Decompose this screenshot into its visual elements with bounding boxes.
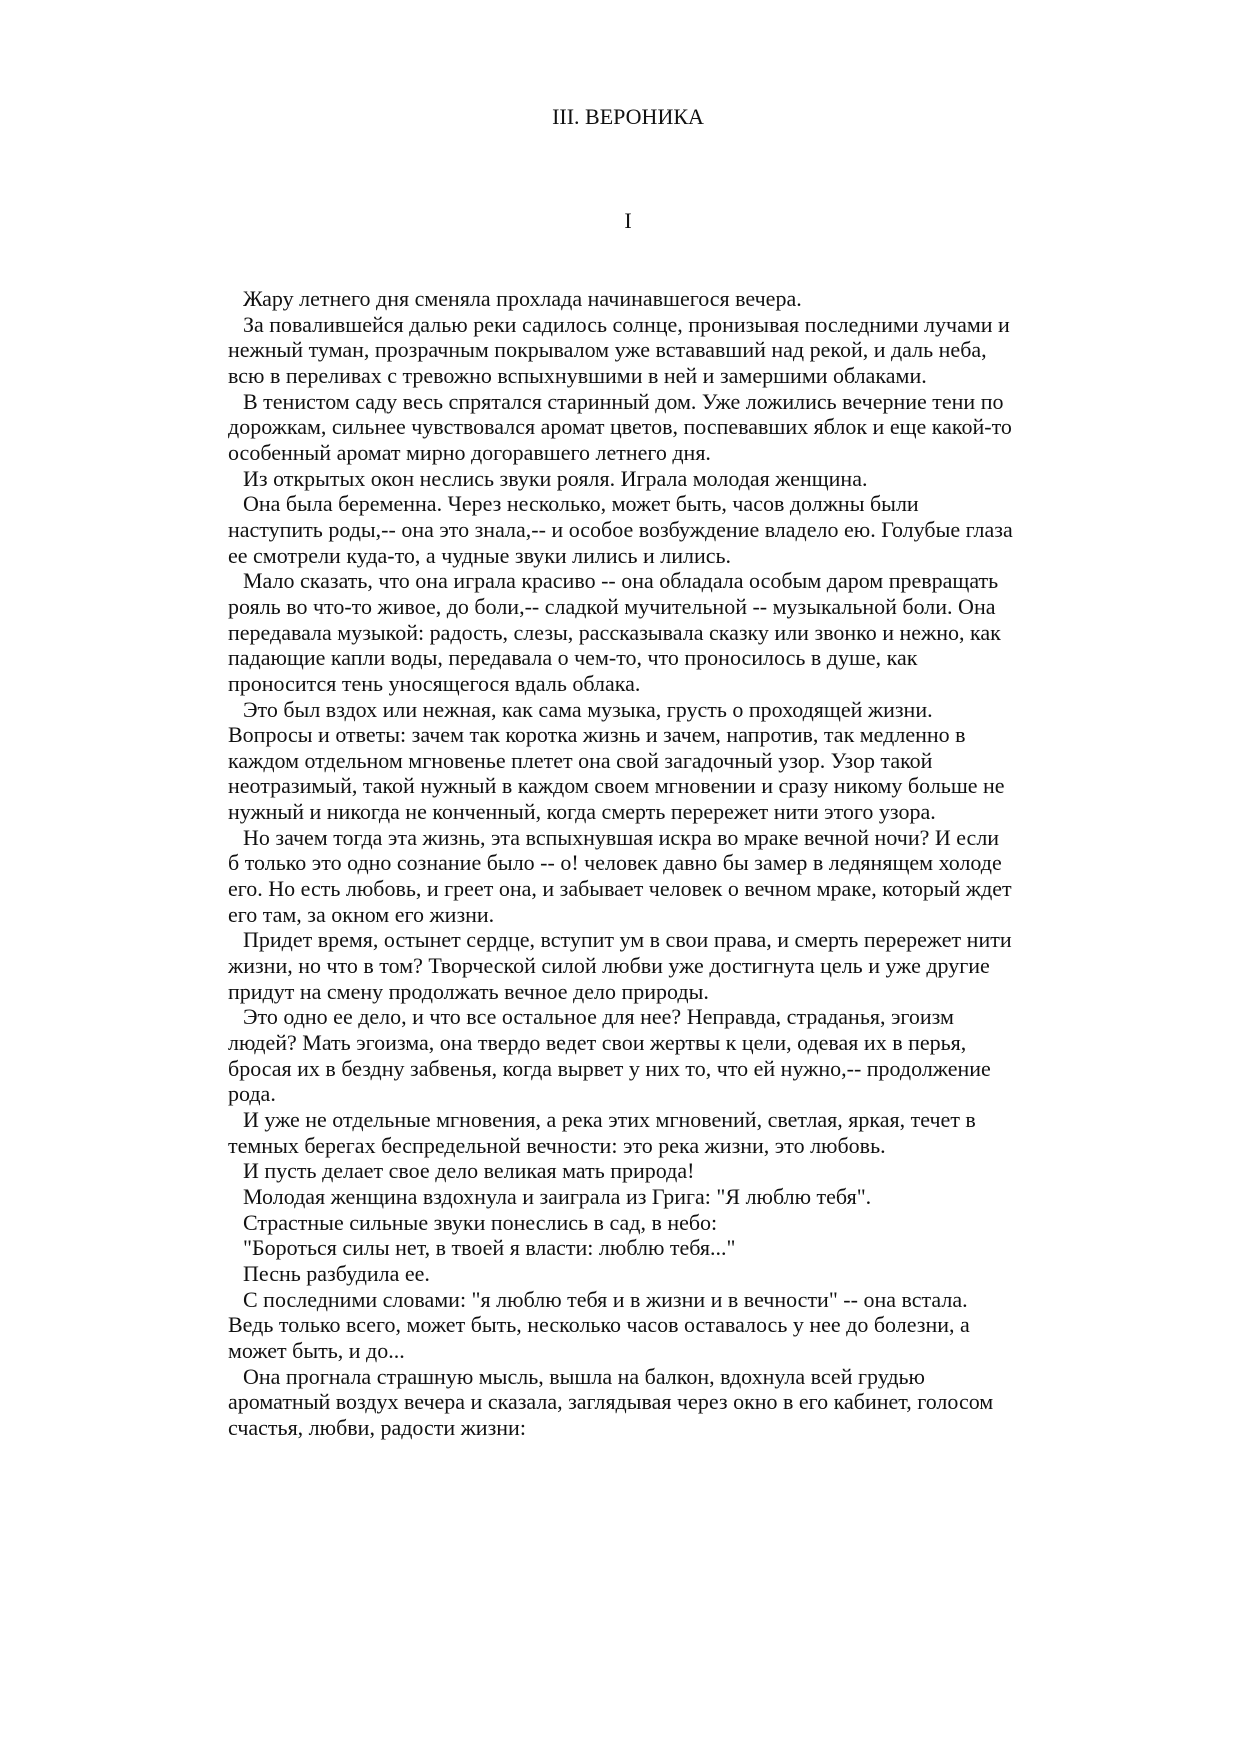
paragraph	[228, 1287, 1048, 1364]
text-line: Придет время, остынет сердце, вступит ум в свои права, и смерть перережет нити	[243, 927, 1012, 953]
text-line: ароматный воздух вечера и сказала, заглядывая через окно в его кабинет, голосом	[228, 1389, 994, 1415]
text-line: Жару летнего дня сменяла прохлада начинавшегося вечера.	[243, 286, 802, 311]
text-line: людей? Мать эгоизма, она твердо ведет свои жертвы к цели, одевая их в перья,	[228, 1030, 967, 1056]
paragraph	[228, 491, 1048, 568]
paragraph	[228, 312, 1048, 389]
text-line: Это одно ее дело, и что все остальное для нее? Неправда, страданья, эгоизм	[243, 1004, 954, 1030]
text-line: падающие капли воды, передавала о чем-то, что проносилось в душе, как	[228, 645, 918, 671]
paragraph	[228, 1235, 1048, 1261]
text-line: может быть, и до...	[228, 1337, 405, 1363]
text-line: С последними словами: "я люблю тебя и в жизни и в вечности" -- она встала.	[243, 1286, 968, 1312]
text-line: Песнь разбудила ее.	[243, 1260, 430, 1286]
text-line: жизни, но что в том? Творческой силой любви уже достигнута цель и уже другие	[228, 953, 990, 979]
paragraph	[228, 1261, 1048, 1287]
paragraph	[228, 389, 1048, 466]
text-line: рояль во что-то живое, до боли,-- сладкой мучительной -- музыкальной боли. Она	[228, 593, 996, 619]
paragraph	[228, 1210, 1048, 1236]
text-line: неотразимый, такой нужный в каждом своем мгновении и сразу никому больше не	[228, 773, 1005, 799]
paragraph	[228, 927, 1048, 1004]
paragraph	[228, 1158, 1048, 1184]
paragraph	[228, 1004, 1048, 1107]
paragraph	[228, 825, 1048, 928]
section-number: I	[624, 208, 632, 233]
text-line: проносится тень уносящегося вдаль облака.	[228, 670, 641, 696]
text-line: "Бороться силы нет, в твоей я власти: люблю тебя..."	[243, 1235, 736, 1261]
text-line: За повалившейся далью реки садилось солнце, пронизывая последними лучами и	[243, 311, 1010, 337]
text-line: Но зачем тогда эта жизнь, эта вспыхнувшая искра во мраке вечной ночи? И если	[243, 824, 1000, 850]
paragraph	[228, 466, 1048, 492]
text-line: Мало сказать, что она играла красиво -- она обладала особым даром превращать	[243, 568, 999, 594]
text-line: Страстные сильные звуки понеслись в сад, в небо:	[243, 1209, 718, 1235]
text-line: В тенистом саду весь спрятался старинный дом. Уже ложились вечерние тени по	[243, 388, 1004, 414]
text-line: И пусть делает свое дело великая мать природа!	[243, 1158, 695, 1184]
text-line: Это был вздох или нежная, как сама музыка, грусть о проходящей жизни.	[243, 696, 933, 722]
text-line: нужный и никогда не конченный, когда смерть перережет нити этого узора.	[228, 799, 936, 825]
text-line: дорожкам, сильнее чувствовался аромат цветов, поспевавших яблок и еще какой-то	[228, 414, 1012, 440]
text-line: рода.	[228, 1081, 276, 1107]
text-line: нежный туман, прозрачным покрывалом уже встававший над рекой, и даль неба,	[228, 337, 987, 363]
text-line: особенный аромат мирно догоравшего летнего дня.	[228, 439, 711, 465]
paragraph	[228, 286, 1048, 312]
text-line: И уже не отдельные мгновения, а река этих мгновений, светлая, яркая, течет в	[243, 1107, 976, 1132]
text-line: всю в переливах с тревожно вспыхнувшими в ней и замершими облаками.	[228, 362, 927, 388]
text-line: Молодая женщина вздохнула и заиграла из Грига: "Я люблю тебя".	[243, 1183, 872, 1209]
paragraph	[228, 697, 1048, 825]
text-line: Вопросы и ответы: зачем так коротка жизнь и зачем, напротив, так медленно в	[228, 722, 966, 748]
paragraph	[228, 568, 1048, 696]
text-line: бросая их в бездну забвенья, когда вырвет у них то, что ей нужно,-- продолжение	[228, 1055, 991, 1081]
text-line: счастья, любви, радости жизни:	[228, 1414, 526, 1440]
text-line: передавала музыкой: радость, слезы, рассказывала сказку или звонко и нежно, как	[228, 619, 1001, 645]
text-line: Она была беременна. Через несколько, может быть, часов должны были	[243, 491, 919, 517]
text-line: б только это одно сознание было -- о! человек давно бы замер в ледянящем холоде	[228, 850, 1002, 876]
text-line: Ведь только всего, может быть, несколько часов оставалось у нее до болезни, а	[228, 1312, 970, 1338]
chapter-title: III. ВЕРОНИКА	[552, 104, 704, 129]
paragraph	[228, 1364, 1048, 1441]
text-line: темных берегах беспредельной вечности: это река жизни, это любовь.	[228, 1132, 886, 1158]
text-line: ее смотрели куда-то, а чудные звуки лились и лились.	[228, 542, 732, 568]
paragraph	[228, 1184, 1048, 1210]
body-text	[228, 286, 1048, 1441]
text-line: его. Но есть любовь, и греет она, и забывает человек о вечном мраке, который ждет	[228, 876, 1012, 902]
text-line: придут на смену продолжать вечное дело природы.	[228, 978, 709, 1004]
text-line: Из открытых окон неслись звуки рояля. Играла молодая женщина.	[243, 465, 868, 491]
text-line: его там, за окном его жизни.	[228, 901, 495, 927]
paragraph	[228, 1107, 1048, 1158]
text-line: каждом отдельном мгновенье плетет она свой загадочный узор. Узор такой	[228, 747, 933, 773]
text-line: Она прогнала страшную мысль, вышла на балкон, вдохнула всей грудью	[243, 1363, 925, 1389]
text-line: наступить роды,-- она это знала,-- и особое возбуждение владело ею. Голубые глаза	[228, 516, 1013, 542]
